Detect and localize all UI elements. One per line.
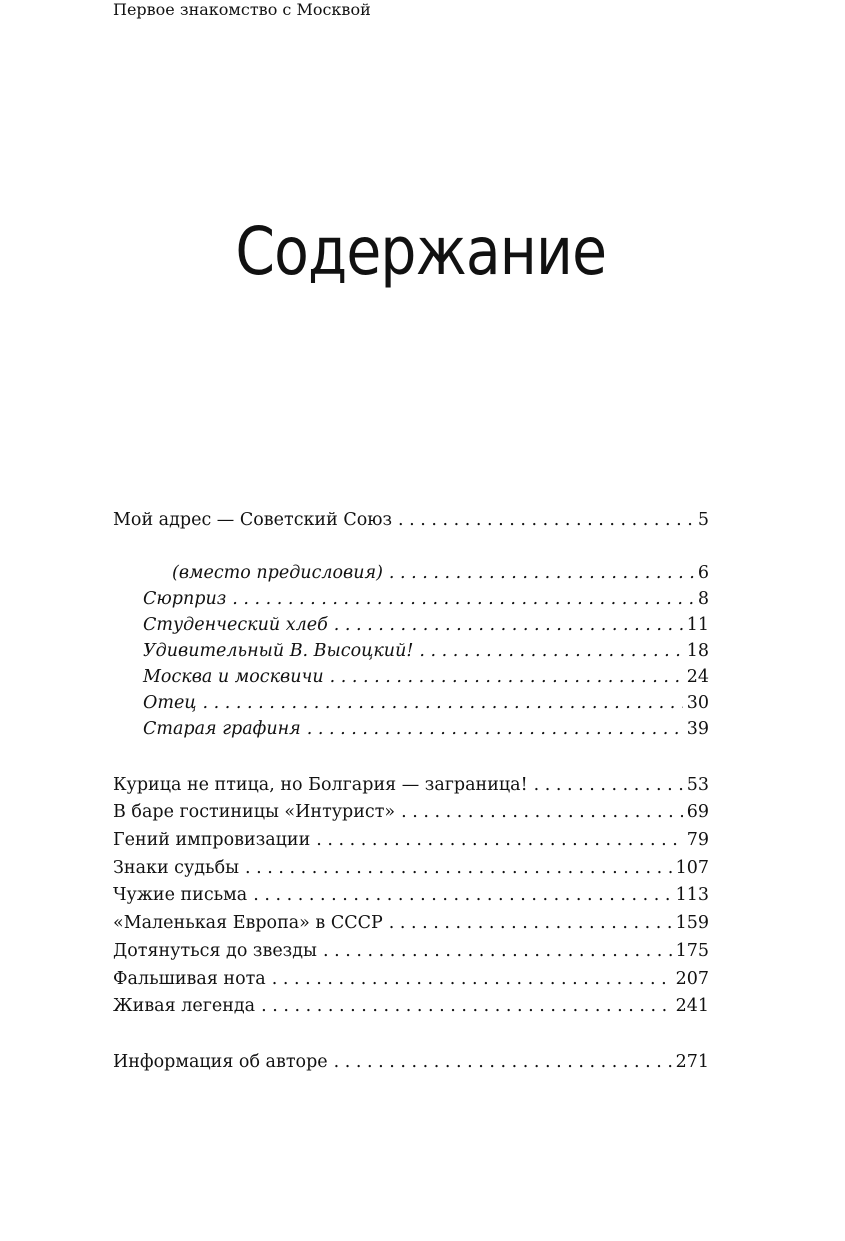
dot-leader — [203, 690, 683, 716]
toc-subentry[interactable] — [143, 586, 709, 612]
toc-entry[interactable] — [113, 799, 709, 825]
toc-entry-title: Москва и москвичи — [143, 667, 324, 687]
table-of-contents — [113, 0, 709, 1241]
toc-entry[interactable] — [113, 910, 709, 936]
dot-leader — [307, 716, 683, 742]
toc-entry[interactable] — [113, 855, 709, 881]
toc-entry-title: Фальшивая нота — [113, 969, 266, 989]
toc-entry[interactable] — [113, 882, 709, 908]
toc-entry-page: 18 — [686, 641, 709, 661]
dot-leader — [253, 882, 671, 908]
toc-entry[interactable] — [113, 993, 709, 1019]
toc-entry-page: 241 — [675, 996, 709, 1016]
toc-entry-page: 8 — [697, 589, 709, 609]
dot-leader — [334, 612, 683, 638]
dot-leader — [534, 772, 683, 798]
dot-leader — [261, 993, 672, 1019]
toc-entry-page: 39 — [686, 719, 709, 739]
toc-entry-page: 69 — [686, 802, 709, 822]
toc-entry[interactable] — [113, 966, 709, 992]
toc-entry-title: Старая графиня — [143, 719, 301, 739]
toc-entry[interactable] — [113, 827, 709, 853]
dot-leader — [398, 507, 694, 533]
toc-entry-page: 113 — [675, 885, 709, 905]
toc-subentry[interactable] — [143, 716, 709, 742]
toc-entry-page: 79 — [686, 830, 709, 850]
toc-subentry[interactable] — [143, 690, 709, 716]
toc-entry-title: Гений импровизации — [113, 830, 311, 850]
toc-subentry[interactable] — [143, 612, 709, 638]
toc-entry-title: Живая легенда — [113, 996, 256, 1016]
toc-entry-page: 159 — [675, 913, 709, 933]
dot-leader — [330, 664, 683, 690]
toc-entry[interactable] — [113, 1049, 709, 1075]
dot-leader — [323, 938, 672, 964]
dot-leader — [419, 638, 682, 664]
toc-entry[interactable] — [113, 507, 709, 533]
toc-subentry[interactable] — [143, 664, 709, 690]
dot-leader — [401, 799, 683, 825]
toc-entry-title: Знаки судьбы — [113, 858, 240, 878]
toc-entry-page: 5 — [697, 510, 709, 530]
toc-entry-page: 271 — [675, 1052, 709, 1072]
toc-entry-title: Мой адрес — Советский Союз — [113, 510, 393, 530]
toc-entry-page: 24 — [686, 667, 709, 687]
toc-entry-page: 53 — [686, 775, 709, 795]
dot-leader — [334, 1049, 672, 1075]
toc-entry-page: 107 — [675, 858, 709, 878]
toc-entry[interactable] — [113, 938, 709, 964]
dot-leader — [389, 910, 672, 936]
toc-entry-page: 207 — [675, 969, 709, 989]
toc-entry-page: 6 — [697, 563, 709, 583]
dot-leader — [272, 966, 672, 992]
toc-entry-page: 11 — [686, 615, 709, 635]
toc-entry-title: Сюрприз — [143, 589, 227, 609]
toc-entry-title: В баре гостиницы «Интурист» — [113, 802, 396, 822]
dot-leader — [316, 827, 682, 853]
toc-entry-page: 30 — [686, 693, 709, 713]
toc-entry-page: 175 — [675, 941, 709, 961]
toc-subentry[interactable] — [143, 638, 709, 664]
toc-entry-title: Студенческий хлеб — [143, 615, 328, 635]
dot-leader — [232, 586, 694, 612]
toc-subentry-title-line[interactable]: Первое знакомство с Москвой — [113, 0, 371, 19]
toc-entry-title: Информация об авторе — [113, 1052, 328, 1072]
page-title: Содержание — [235, 213, 607, 290]
toc-entry-title: Дотянуться до звезды — [113, 941, 317, 961]
toc-entry-title: (вместо предисловия) — [172, 563, 383, 583]
toc-subentry[interactable] — [172, 560, 709, 586]
toc-entry-title: Курица не птица, но Болгария — заграница! — [113, 775, 528, 795]
toc-entry-title: Отец — [143, 693, 197, 713]
toc-entry-title: Чужие письма — [113, 885, 248, 905]
dot-leader — [245, 855, 672, 881]
toc-entry-title: «Маленькая Европа» в СССР — [113, 913, 383, 933]
dot-leader — [389, 560, 694, 586]
toc-entry[interactable] — [113, 772, 709, 798]
toc-entry-title: Удивительный В. Высоцкий! — [143, 641, 414, 661]
